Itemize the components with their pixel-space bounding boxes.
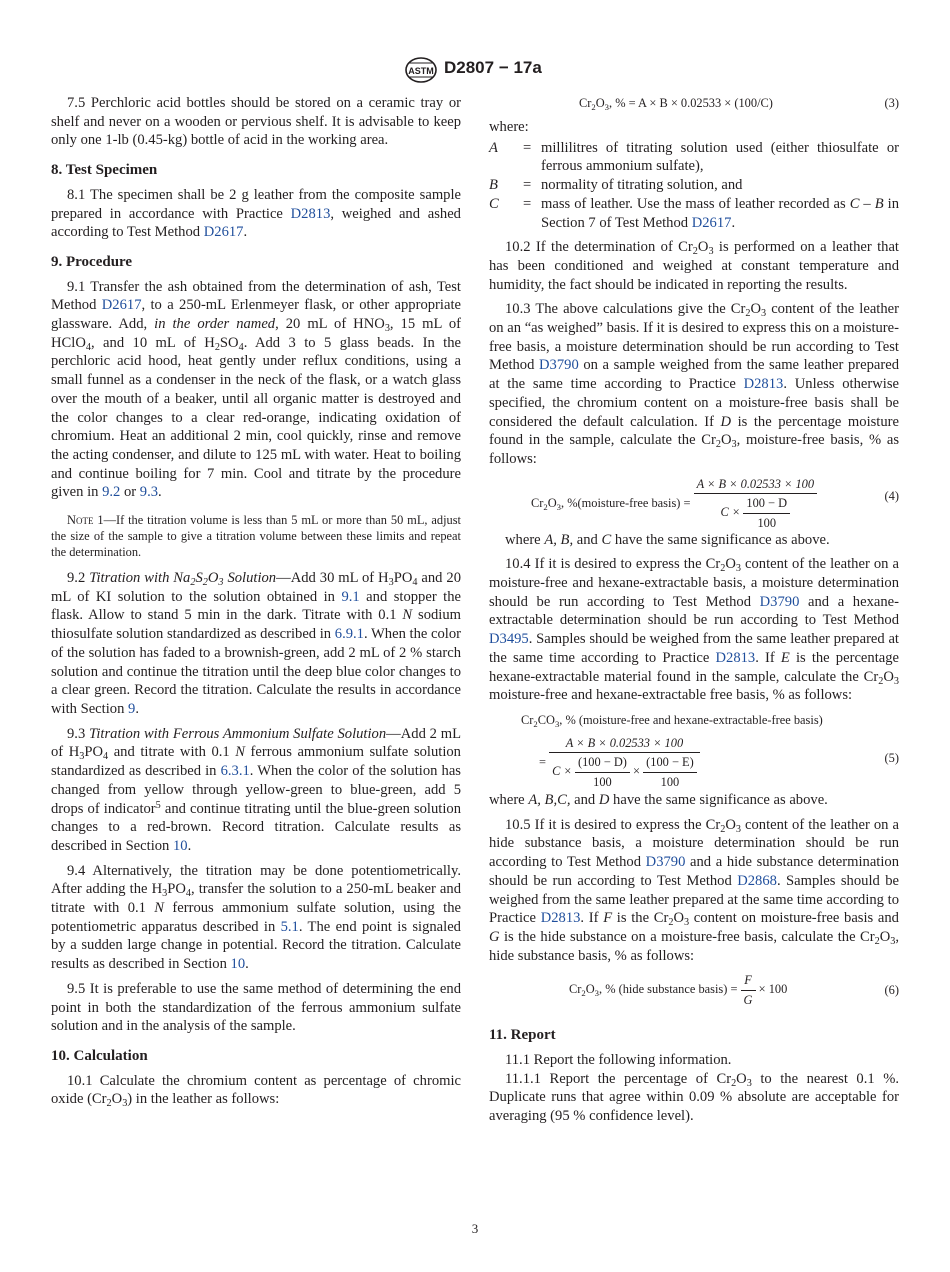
equation-5: $Cr_2CO_3$, % (moisture-free and hexane-extractable-free basis) = A × B × 0.02533 × 100 C × $\frac{(100 - D)}{100}$ × $\frac{(100 - E)}{100}$ (5) [521,712,899,790]
astm-logo-icon [404,56,438,84]
heading-procedure: 9. Procedure [51,253,133,270]
paragraph-7-5: 7.5 Perchloric acid bottles should be stored on a ceramic tray or shelf and never on a wooden or pervious shelf. It is advisable to keep only one 1-lb (0.45-kg) bottle of acid in the working area. [51,95,461,149]
link-d2617[interactable]: D2617 [691,214,732,231]
link-d3790[interactable]: D3790 [539,357,579,374]
link-9-3[interactable]: 9.3 [139,484,159,501]
paragraph-9-4: 9.4 Alternatively, the titration may be done potentiometrically. After adding the $H_3PO_4$, transfer the solution to a 250-mL beaker and titrate with 0.1 N ferrous ammonium sulfate solution, using the potentiometric apparatus described in 5.1. The end point is signaled by a sudden large change in potential. Record the titration. Calculate results as described in Section 10. [51,862,462,973]
link-6-9-1[interactable]: 6.9.1 [334,626,364,643]
heading-test-specimen: 8. Test Specimen [51,162,158,179]
equation-number: (4) [884,488,899,503]
page-header [0,56,950,86]
paragraph-10-4: 10.4 If it is desired to express the $Cr_2O_3$ content of the leather on a moisture-free and hexane-extractable basis, a moisture determination should be run according to Test Method D3790 and a hexane-extractable determination should be run according to Test Method D3495. Samples should be weighed from the same leather prepared at the same time according to Practice D2813. If E is the percentage hexane-extractable material found in the sample, calculate the $Cr_2O_3$ moisture-free and hexane-extractable free basis, % as follows: [489,556,899,704]
link-section-10[interactable]: 10 [230,956,246,973]
left-column [51,94,461,1115]
equation-3: $Cr_2O_3$, % = A × B × 0.02533 × (100/C) (3) [579,96,899,112]
where-abc-note: where A, B, and C have the same significance as above. [505,531,830,548]
paragraph-8-1: 8.1 The specimen shall be 2 g leather from the composite sample prepared in accordance with Practice D2813, weighed and ashed according to Test Method D2617. [51,186,461,241]
link-d2813[interactable]: D2813 [743,376,784,393]
document-id: D2807 − 17a [444,58,542,77]
link-d3495[interactable]: D3495 [489,631,529,648]
paragraph-9-1: 9.1 Transfer the ash obtained from the determination of ash, Test Method D2617, to a 250-mL Erlenmeyer flask, or other appropriate glassware. Add, in the order named, 20 mL of $HNO_3$, 15 mL of HClO$_4$, and 10 mL of $H_2SO_4$. Add 3 to 5 glass beads. In the perchloric acid hood, heat gently under reflux conditions, using a small funnel as a condenser in the neck of the flask, or a watch glass over the mouth of a beaker, until all organic matter is destroyed and the color changes to a clear red-orange, indicating oxidation of chromium. Heat an additional 2 min, cool quickly, rinse and remove the acting condenser, and dilute to 125 mL with water. Heat to boiling and continue boiling for 7 min. Cool and titrate by the procedure given in 9.2 or 9.3. [51,278,462,501]
link-d2617[interactable]: D2617 [101,297,142,314]
where-abcd-note: where A, B,C, and D have the same significance as above. [489,791,828,808]
paragraph-10-1: 10.1 Calculate the chromium content as percentage of chromic oxide $(Cr_2O_3)$ in the leather as follows: [51,1072,461,1110]
definition-c: C = mass of leather. Use the mass of leather recorded as C – B in Section 7 of Test Method D2617. [489,195,899,231]
link-9-2[interactable]: 9.2 [102,484,121,501]
definition-b: B = normality of titrating solution, and [489,177,743,194]
paragraph-9-3: 9.3 Titration with Ferrous Ammonium Sulfate Solution—Add 2 mL of $H_3PO_4$ and titrate with 0.1 N ferrous ammonium sulfate solution standardized as described in 6.3.1. When the color of the solution has changed from yellow through yellow-green to blue-green, add 5 drops of indicator$^5$ and continue titrating until the blue-green solution changes to a red-brown. Record titration. Calculate results as described in Section 10. [51,725,462,854]
page-number: 3 [471,1221,479,1236]
equation-number: (6) [884,983,899,998]
link-d2617[interactable]: D2617 [203,224,244,241]
link-6-3-1[interactable]: 6.3.1 [220,763,250,780]
link-section-10[interactable]: 10 [173,837,188,854]
where-label: where: [489,119,529,135]
heading-report: 11. Report [489,1027,556,1044]
link-d2868[interactable]: D2868 [737,872,777,889]
equation-number: (5) [884,750,899,765]
link-d2813[interactable]: D2813 [715,649,756,666]
heading-calculation: 10. Calculation [51,1047,148,1064]
equation-6: $Cr_2O_3$, % (hide substance basis) = $\frac{F}{G}$ × 100 (6) [569,973,899,1008]
paragraph-10-2: 10.2 If the determination of $Cr_2O_3$ is performed on a leather that has been conditioned and weighed at constant temperature and humidity, the fact should be indicated in reporting the results. [489,239,899,293]
link-d3790[interactable]: D3790 [645,854,686,871]
note-1: Note 1—If the titration volume is less than 5 mL or more than 50 mL, adjust the size of the sample to give a titration volume between these limits and repeat the determination. [51,513,461,560]
variable-definitions [489,139,899,233]
link-d2813[interactable]: D2813 [540,910,581,927]
link-d3790[interactable]: D3790 [759,593,800,610]
right-column [489,94,899,1132]
paragraph-10-3: 10.3 The above calculations give the $Cr_2O_3$ content of the leather on an “as weighed” basis. If it is desired to express this on a moisture-free basis, a moisture determination should be run according to Test Method D3790 on a sample weighed from the same leather prepared at the same time according to Practice D2813. Unless otherwise specified, the chromium content on a moisture-free basis shall be considered the default calculation. If D is the percentage moisture found in the sample, calculate the $Cr_2O_3$, moisture-free basis, % as follows: [489,301,899,467]
link-d2813[interactable]: D2813 [290,205,331,222]
paragraph-9-5: 9.5 It is preferable to use the same method of determining the end point in both the standardization of the ferrous ammonium sulfate solution and in the analysis of the sample. [51,980,461,1035]
link-5-1[interactable]: 5.1 [280,918,299,935]
paragraph-9-2: 9.2 Titration with $Na_2S_2O_3$ Solution—Add 30 mL of $H_3PO_4$ and 20 mL of KI solution to the solution obtained in 9.1 and stopper the flask. Allow to stand 5 min in the dark. Titrate with 0.1 N sodium thiosulfate solution standardized as described in 6.9.1. When the color of the solution has faded to a brownish-green, add 2 mL of 2 % starch solution and continue the titration until the deep blue color changes to a clear green. Record the titration. Calculate the results in accordance with Section 9. [51,570,462,717]
paragraph-10-5: 10.5 If it is desired to express the $Cr_2O_3$ content of the leather on a hide substance basis, a moisture determination should be run according to Test Method D3790 and a hide substance determination should be run according to Test Method D2868. Samples should be weighed from the same leather prepared at the same time according to Practice D2813. If F is the $Cr_2O_3$ content on moisture-free basis and G is the hide substance on a moisture-free basis, calculate the $Cr_2O_3$, hide substance basis, % as follows: [489,816,899,964]
equation-4: $Cr_2O_3$, %(moisture-free basis) = A × B × 0.02533 × 100 C × $\frac{100 - D}{100}$ (4) [531,476,899,531]
paragraph-11-1: 11.1 Report the following information. [505,1052,732,1069]
definition-a: A = millilitres of titrating solution used (either thiosulfate or ferrous ammonium sulfate), [489,139,899,175]
logo-text: ASTM [408,66,434,76]
link-section-9[interactable]: 9 [128,700,136,717]
link-9-1[interactable]: 9.1 [341,588,360,605]
paragraph-11-1-1: 11.1.1 Report the percentage of $Cr_2O_3$ to the nearest 0.1 %. Duplicate runs that agree within 0.09 % absolute are acceptable for averaging (95 % confidence level). [489,1070,899,1125]
equation-number: (3) [884,96,899,110]
